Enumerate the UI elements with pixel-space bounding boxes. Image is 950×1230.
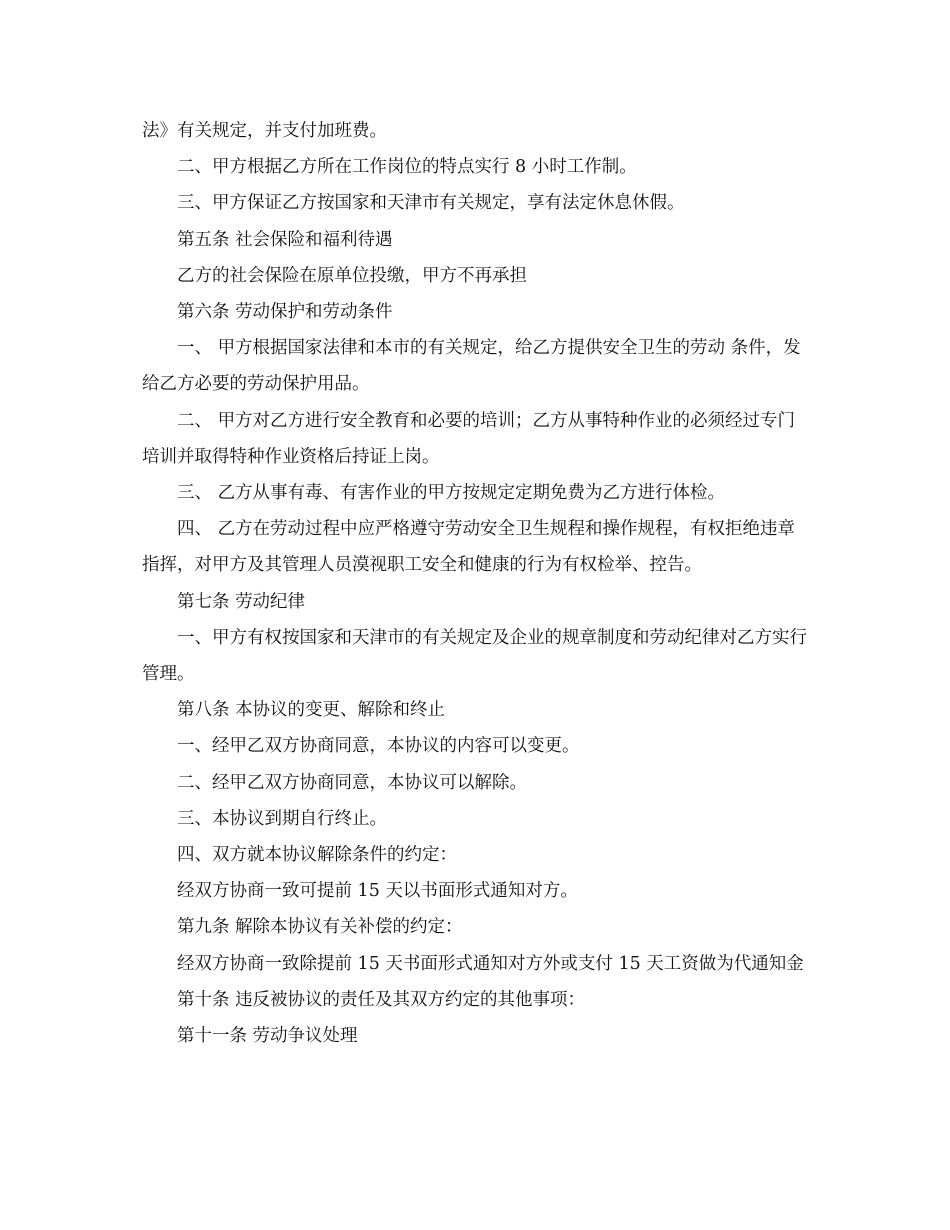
paragraph-safety-training: 二、 甲方对乙方进行安全教育和必要的培训；乙方从事特种作业的必须经过专门培训并取得特种作业资格后持证上岗。 [142, 410, 796, 467]
paragraph-health-check: 三、 乙方从事有毒、有害作业的甲方按规定定期免费为乙方进行体检。 [177, 483, 726, 504]
paragraph-social-insurance: 乙方的社会保险在原单位投缴，甲方不再承担 [177, 265, 527, 286]
article-8-heading: 第八条 本协议的变更、解除和终止 [177, 700, 446, 721]
article-10-heading: 第十条 违反被协议的责任及其双方约定的其他事项： [177, 989, 586, 1010]
article-11-heading: 第十一条 劳动争议处理 [177, 1026, 358, 1047]
article-6-heading: 第六条 劳动保护和劳动条件 [177, 302, 393, 323]
article-5-heading: 第五条 社会保险和福利待遇 [177, 229, 393, 250]
document-body [142, 113, 810, 1054]
paragraph-rest-leave: 三、甲方保证乙方按国家和天津市有关规定，享有法定休息休假。 [177, 193, 685, 214]
paragraph-overtime-pay: 法》有关规定，并支付加班费。 [142, 121, 387, 141]
paragraph-safety-conditions: 一、 甲方根据国家法律和本市的有关规定，给乙方提供安全卫生的劳动 条件，发给乙方必要的劳动保护用品。 [142, 338, 801, 395]
paragraph-safety-rules: 四、 乙方在劳动过程中应严格遵守劳动安全卫生规程和操作规程，有权拒绝违章指挥，对甲方及其管理人员漠视职工安全和健康的行为有权检举、控告。 [142, 519, 796, 576]
paragraph-termination-conditions: 四、双方就本协议解除条件的约定： [177, 845, 457, 866]
paragraph-change: 一、经甲乙双方协商同意，本协议的内容可以变更。 [177, 736, 580, 757]
article-7-heading: 第七条 劳动纪律 [177, 591, 306, 612]
paragraph-discipline: 一、甲方有权按国家和天津市的有关规定及企业的规章制度和劳动纪律对乙方实行管理。 [142, 627, 807, 685]
article-9-heading: 第九条 解除本协议有关补偿的约定： [177, 917, 463, 938]
paragraph-termination: 二、经甲乙双方协商同意，本协议可以解除。 [177, 772, 527, 793]
paragraph-compensation: 经双方协商一致除提前 15 天书面形式通知对方外或支付 15 天工资做为代通知金 [177, 953, 804, 974]
paragraph-expiry: 三、本协议到期自行终止。 [177, 808, 387, 829]
paragraph-notice: 经双方协商一致可提前 15 天以书面形式通知对方。 [177, 881, 578, 902]
paragraph-working-hours: 二、甲方根据乙方所在工作岗位的特点实行 8 小时工作制。 [177, 157, 637, 178]
